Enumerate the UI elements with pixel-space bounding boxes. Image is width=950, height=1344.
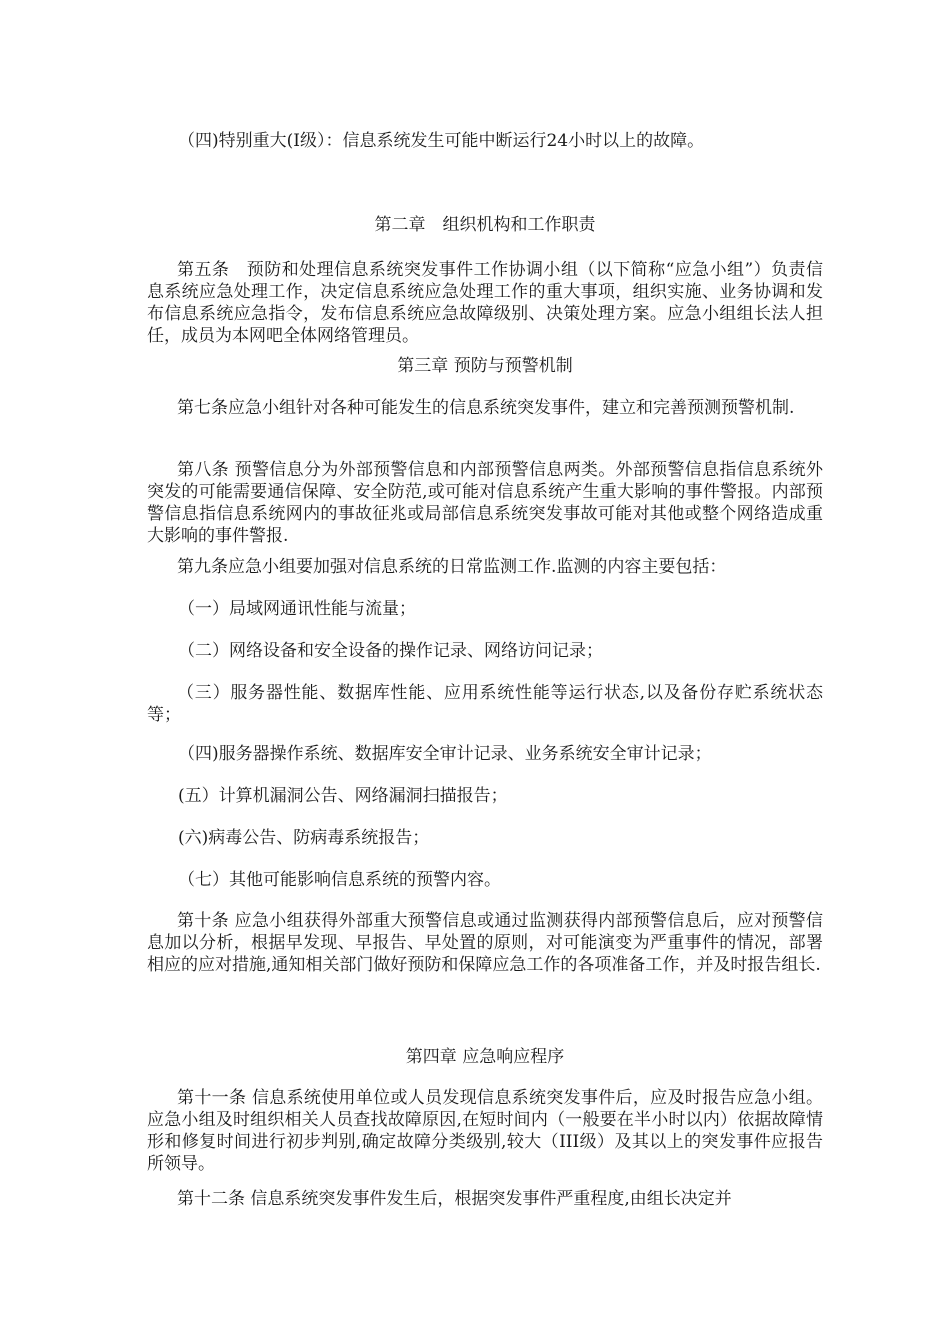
- monitoring-item: （二）网络设备和安全设备的操作记录、网络访问记录；: [178, 641, 603, 661]
- monitoring-item: （四)服务器操作系统、数据库安全审计记录、业务系统安全审计记录；: [178, 744, 712, 764]
- chapter-3-heading: 第三章 预防与预警机制: [397, 356, 573, 376]
- chapter-4-heading: 第四章 应急响应程序: [405, 1047, 565, 1067]
- article-8: 第八条 预警信息分为外部预警信息和内部预警信息两类。外部预警信息指信息系统外突发的可能需要通信保障、安全防范,或可能对信息系统产生重大影响的事件警报。内部预警信息指信息系统网内的事故征兆或局部信息系统突发事故可能对其他或整个网络造成重大影响的事件警报.: [147, 460, 823, 546]
- monitoring-item: （一）局域网通讯性能与流量；: [178, 599, 416, 619]
- monitoring-item: (五）计算机漏洞公告、网络漏洞扫描报告；: [178, 786, 508, 806]
- monitoring-item: (六)病毒公告、防病毒系统报告；: [178, 828, 430, 848]
- article-9: 第九条应急小组要加强对信息系统的日常监测工作.监测的内容主要包括：: [177, 557, 727, 577]
- article-12: 第十二条 信息系统突发事件发生后，根据突发事件严重程度,由组长决定并: [177, 1189, 732, 1209]
- monitoring-item: （七）其他可能影响信息系统的预警内容。: [178, 870, 501, 890]
- article-7: 第七条应急小组针对各种可能发生的信息系统突发事件，建立和完善预测预警机制.: [177, 398, 795, 418]
- monitoring-item: （三）服务器性能、数据库性能、应用系统性能等运行状态,以及备份存贮系统状态等；: [147, 683, 823, 725]
- chapter-2-heading: 第二章 组织机构和工作职责: [374, 215, 596, 235]
- level-4-definition: （四)特别重大(I级）：信息系统发生可能中断运行24小时以上的故障。: [178, 131, 705, 151]
- article-11: 第十一条 信息系统使用单位或人员发现信息系统突发事件后，应及时报告应急小组。应急小组及时组织相关人员查找故障原因,在短时间内（一般要在半小时以内）依据故障情形和修复时间进行初步判别,确定故障分类级别,较大（III级）及其以上的突发事件应报告所领导。: [147, 1088, 823, 1174]
- article-10: 第十条 应急小组获得外部重大预警信息或通过监测获得内部预警信息后，应对预警信息加以分析，根据早发现、早报告、早处置的原则，对可能演变为严重事件的情况，部署相应的应对措施,通知相关部门做好预防和保障应急工作的各项准备工作，并及时报告组长.: [147, 911, 823, 975]
- article-5: 第五条 预防和处理信息系统突发事件工作协调小组（以下简称“应急小组”）负责信息系统应急处理工作，决定信息系统应急处理工作的重大事项，组织实施、业务协调和发布信息系统应急指令，发布信息系统应急故障级别、决策处理方案。应急小组组长法人担任，成员为本网吧全体网络管理员。: [147, 260, 823, 346]
